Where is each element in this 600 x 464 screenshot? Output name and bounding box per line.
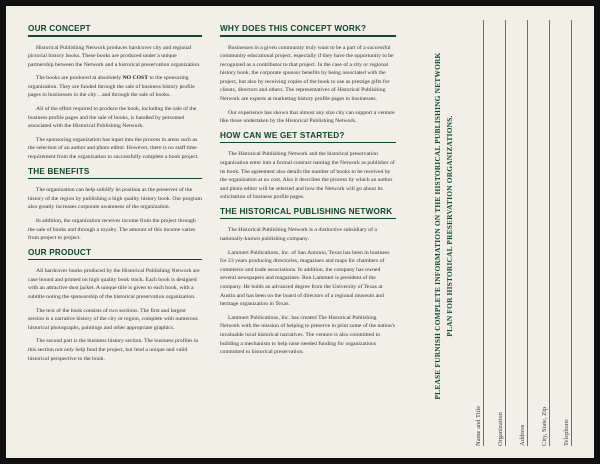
left-column <box>28 24 202 368</box>
network-paragraph-1: The Historical Publishing Network is a distinctive subsidiary of a nationally-known publishing company. <box>220 227 377 242</box>
address-field[interactable] <box>527 20 528 446</box>
why-paragraph-2: Our experience has shown that almost any size city can support a venture like those undertaken by the Historical Publishing Network. <box>220 109 395 125</box>
product-paragraph-2: The text of the book consists of two sections. The first and largest section is a narrative history of the city or region, complete with numerous historical photographs, paintings and other appropriate graphics. <box>28 307 198 331</box>
section-how-can-we-get-started <box>220 131 396 202</box>
brochure-page <box>6 6 594 458</box>
started-paragraph-1: The Historical Publishing Network and the historical preservation organization enter into a formal contract naming the Network as publisher of its book. The agreement also details the number of books to be received by the organization at no cost. Also it describes the process by which an author and photo editor will be selected and how the Network will go about its solicitation of business profile pages. <box>220 151 395 201</box>
section-historical-publishing-network <box>220 207 396 357</box>
heading-our-concept: OUR CONCEPT <box>28 24 202 38</box>
section-our-concept <box>28 24 202 162</box>
heading-why-concept-works: WHY DOES THIS CONCEPT WORK? <box>220 24 396 38</box>
concept-paragraph-4: The sponsoring organization has input into the process in areas such as the selection of an author and photo editor. However, there is no staff time requirement from the organization to successfully complete a book project. <box>28 136 199 161</box>
name-title-label: Name and Title <box>475 405 482 446</box>
concept-paragraph-1: Historical Publishing Network produces hardcover city and regional pictorial history books. These books are produced under a unique partnership between the Network and a historical preservation organization. <box>28 44 201 68</box>
concept-paragraph-3: All of the effort required to produce the book, including the sale of the business profile pages and the sale of books, is handled by personnel associated with the Historical Publishing Network. <box>28 106 197 130</box>
address-label: Address <box>519 424 526 446</box>
concept-paragraph-2: The books are produced at absolutely NO COST to the sponsoring organization. They are funded through the sale of business history profile pages to businesses in the city…and through the sale of books. <box>28 75 195 99</box>
organization-field[interactable] <box>505 20 506 446</box>
product-paragraph-1: All hardcover books produced by the Historical Publishing Network are case bound and printed on high quality book stock. Each book is designed with an attractive dust jacket. A unique title is given to each book, with a subtitle noting the sponsorship of the historical preservation organization. <box>28 268 200 300</box>
network-paragraph-2: Lammert Publications, Inc. of San Antonio, Texas has been in business for 23 years producing directories, magazines and maps for chambers of commerce and trade associations. In addition, the company has owned several newspapers and magazines. Ron Lammert is president of the company. He holds an advanced degree from the University of Texas at Austin and has been on the board of directors of a regional museum and heritage organization in Texas. <box>220 249 390 308</box>
heading-our-product: OUR PRODUCT <box>28 248 202 262</box>
no-cost-emphasis: NO COST <box>122 75 149 82</box>
why-paragraph-1: Businesses in a given community truly want to be a part of a successful community educational project, especially if they have the opportunity to be recognized as a contributor to that project. In the case of a city or regional history book, the corporate sponsor benefits by being associated with the project, but also by receiving copies of the book to use as prestige gifts for clients, directors and others. The representatives of Historical Publishing Network are experts at marketing history profile pages to businesses. <box>220 44 394 103</box>
heading-the-benefits: THE BENEFITS <box>28 167 202 181</box>
benefits-paragraph-1: The organization can help solidify its position as the preserver of the history of the region by publishing a high quality history book. Our program also greatly increases corporate awareness of the organization. <box>28 187 202 211</box>
section-the-benefits <box>28 167 202 243</box>
telephone-field[interactable] <box>571 20 572 446</box>
request-form-panel <box>426 6 586 458</box>
request-form-title: PLEASE FURNISH COMPLETE INFORMATION ON THE HISTORICAL PUBLISHING NETWORK PLAN FOR HISTORICAL PRESERVATION ORGANIZATIONS. <box>433 52 454 400</box>
name-title-field[interactable] <box>483 20 484 446</box>
heading-historical-publishing-network: THE HISTORICAL PUBLISHING NETWORK <box>220 207 396 221</box>
network-paragraph-3: Lammert Publications, Inc. has created The Historical Publishing Network with the mission of helping to preserve in print some of the nation's invaluable local historical narratives. The venture is also committed to building a mechanism to help raise needed funding for organizations committed to historical preservation. <box>220 314 395 356</box>
heading-how-get-started: HOW CAN WE GET STARTED? <box>220 131 396 145</box>
product-paragraph-3: The second part is the business history section. The business profiles in this section not only help fund the project, but lend a unique and valid historical perspective to the book. <box>28 338 199 362</box>
middle-column <box>220 24 396 362</box>
section-our-product <box>28 248 202 363</box>
organization-label: Organization <box>497 412 504 446</box>
section-why-does-this-concept-work <box>220 24 396 126</box>
city-state-zip-field[interactable] <box>549 20 550 446</box>
city-state-zip-label: City, State, Zip <box>541 406 548 446</box>
benefits-paragraph-2: In addition, the organization receives income from the project through the sale of books and through a royalty. The amount of this income varies from project to project. <box>28 217 196 242</box>
telephone-label: Telephone <box>563 419 570 446</box>
